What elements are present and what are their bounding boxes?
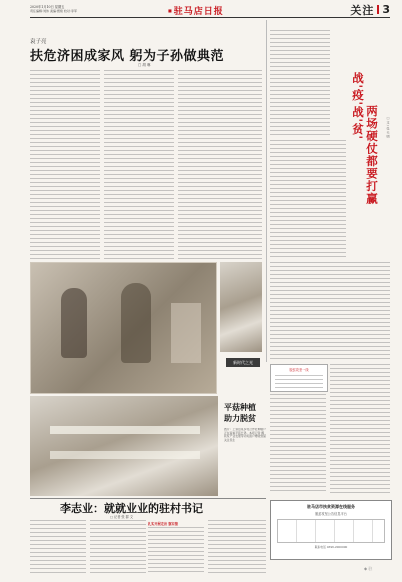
sidebar-column-2 — [270, 140, 346, 260]
right-column-4 — [330, 364, 390, 494]
quote-box-label: 脱贫攻坚一线 — [289, 368, 309, 372]
header-rule — [30, 17, 390, 18]
ad-box — [270, 500, 392, 560]
photo-badge: 新时代之光 — [226, 358, 260, 367]
page-number: 3 — [382, 3, 390, 16]
photo-figure-center — [121, 283, 151, 363]
editor-line: 责任编辑:刘伟 美编:殷艳 校对:李军 — [30, 9, 77, 13]
sidebar-byline: □ 文 / 张 天 明 — [386, 116, 390, 138]
feature-caption: 图片：上蔡县某乡村合作社种植户正在查看平菇长势。本报记者 摄 扶贫产业发展带动贫困户增收致富 关注民生 — [224, 428, 266, 442]
section-divider — [377, 5, 379, 14]
sidebar-column-3 — [270, 262, 390, 362]
date-line: 2020年1月10日 星期五 — [30, 5, 65, 9]
feature-headline-line2: 助力脱贫 — [224, 413, 256, 423]
photo-shelf-1 — [50, 426, 200, 434]
bottom-column-2 — [90, 520, 146, 575]
article-column-3 — [178, 70, 262, 260]
right-column-5 — [270, 394, 326, 494]
ad-note: 联系电话 0396-2000000 — [314, 545, 348, 549]
masthead-square-icon: ■ — [168, 8, 172, 13]
watermark-logo: ◆ 驻 — [364, 566, 373, 571]
bottom-headline: 李志业：就就业业的驻村书记 — [60, 502, 203, 515]
sidebar-column-1 — [270, 30, 330, 135]
quote-box — [270, 364, 328, 392]
paper-name: 驻马店日报 — [173, 7, 224, 17]
article-headline: 扶危济困成家风 躬为子孙做典范 — [30, 49, 225, 64]
article-column-2 — [104, 70, 174, 260]
section-name: 关注 — [350, 3, 375, 17]
article-kicker: 袁子亮 — [30, 39, 47, 45]
section-header — [338, 3, 390, 16]
photo-shelf-2 — [50, 451, 200, 459]
feature-headline-line1: 平菇种植 — [224, 402, 256, 412]
bottom-byline: □ 记者 张 群 文 — [110, 515, 134, 519]
sidebar-title-line1: 战'疫'战'贫' — [351, 72, 365, 141]
article-column-1 — [30, 70, 100, 260]
feature-photo — [30, 396, 218, 496]
bottom-subhead-1: 扎实开展走访 察实情 — [148, 522, 178, 526]
inset-photo — [220, 262, 262, 352]
bottom-column-1 — [30, 520, 86, 575]
bottom-column-3 — [148, 527, 204, 575]
quote-box-text — [275, 375, 323, 389]
photo-wall — [171, 303, 201, 363]
article-byline: □ 胡 琳 — [138, 63, 151, 67]
sidebar-title-line2: 两场硬仗都要打赢 — [365, 105, 379, 205]
ad-subtitle: 脱贫攻坚公告信息平台 — [315, 512, 347, 516]
paper-masthead — [168, 5, 240, 16]
section-rule — [30, 498, 266, 499]
photo-figure-left — [61, 288, 87, 358]
ad-table — [277, 519, 385, 543]
bottom-column-4 — [208, 520, 266, 575]
ad-title: 驻马店市扶贫资源在线服务 — [307, 504, 355, 509]
news-photo — [30, 262, 217, 394]
column-divider — [266, 20, 267, 362]
